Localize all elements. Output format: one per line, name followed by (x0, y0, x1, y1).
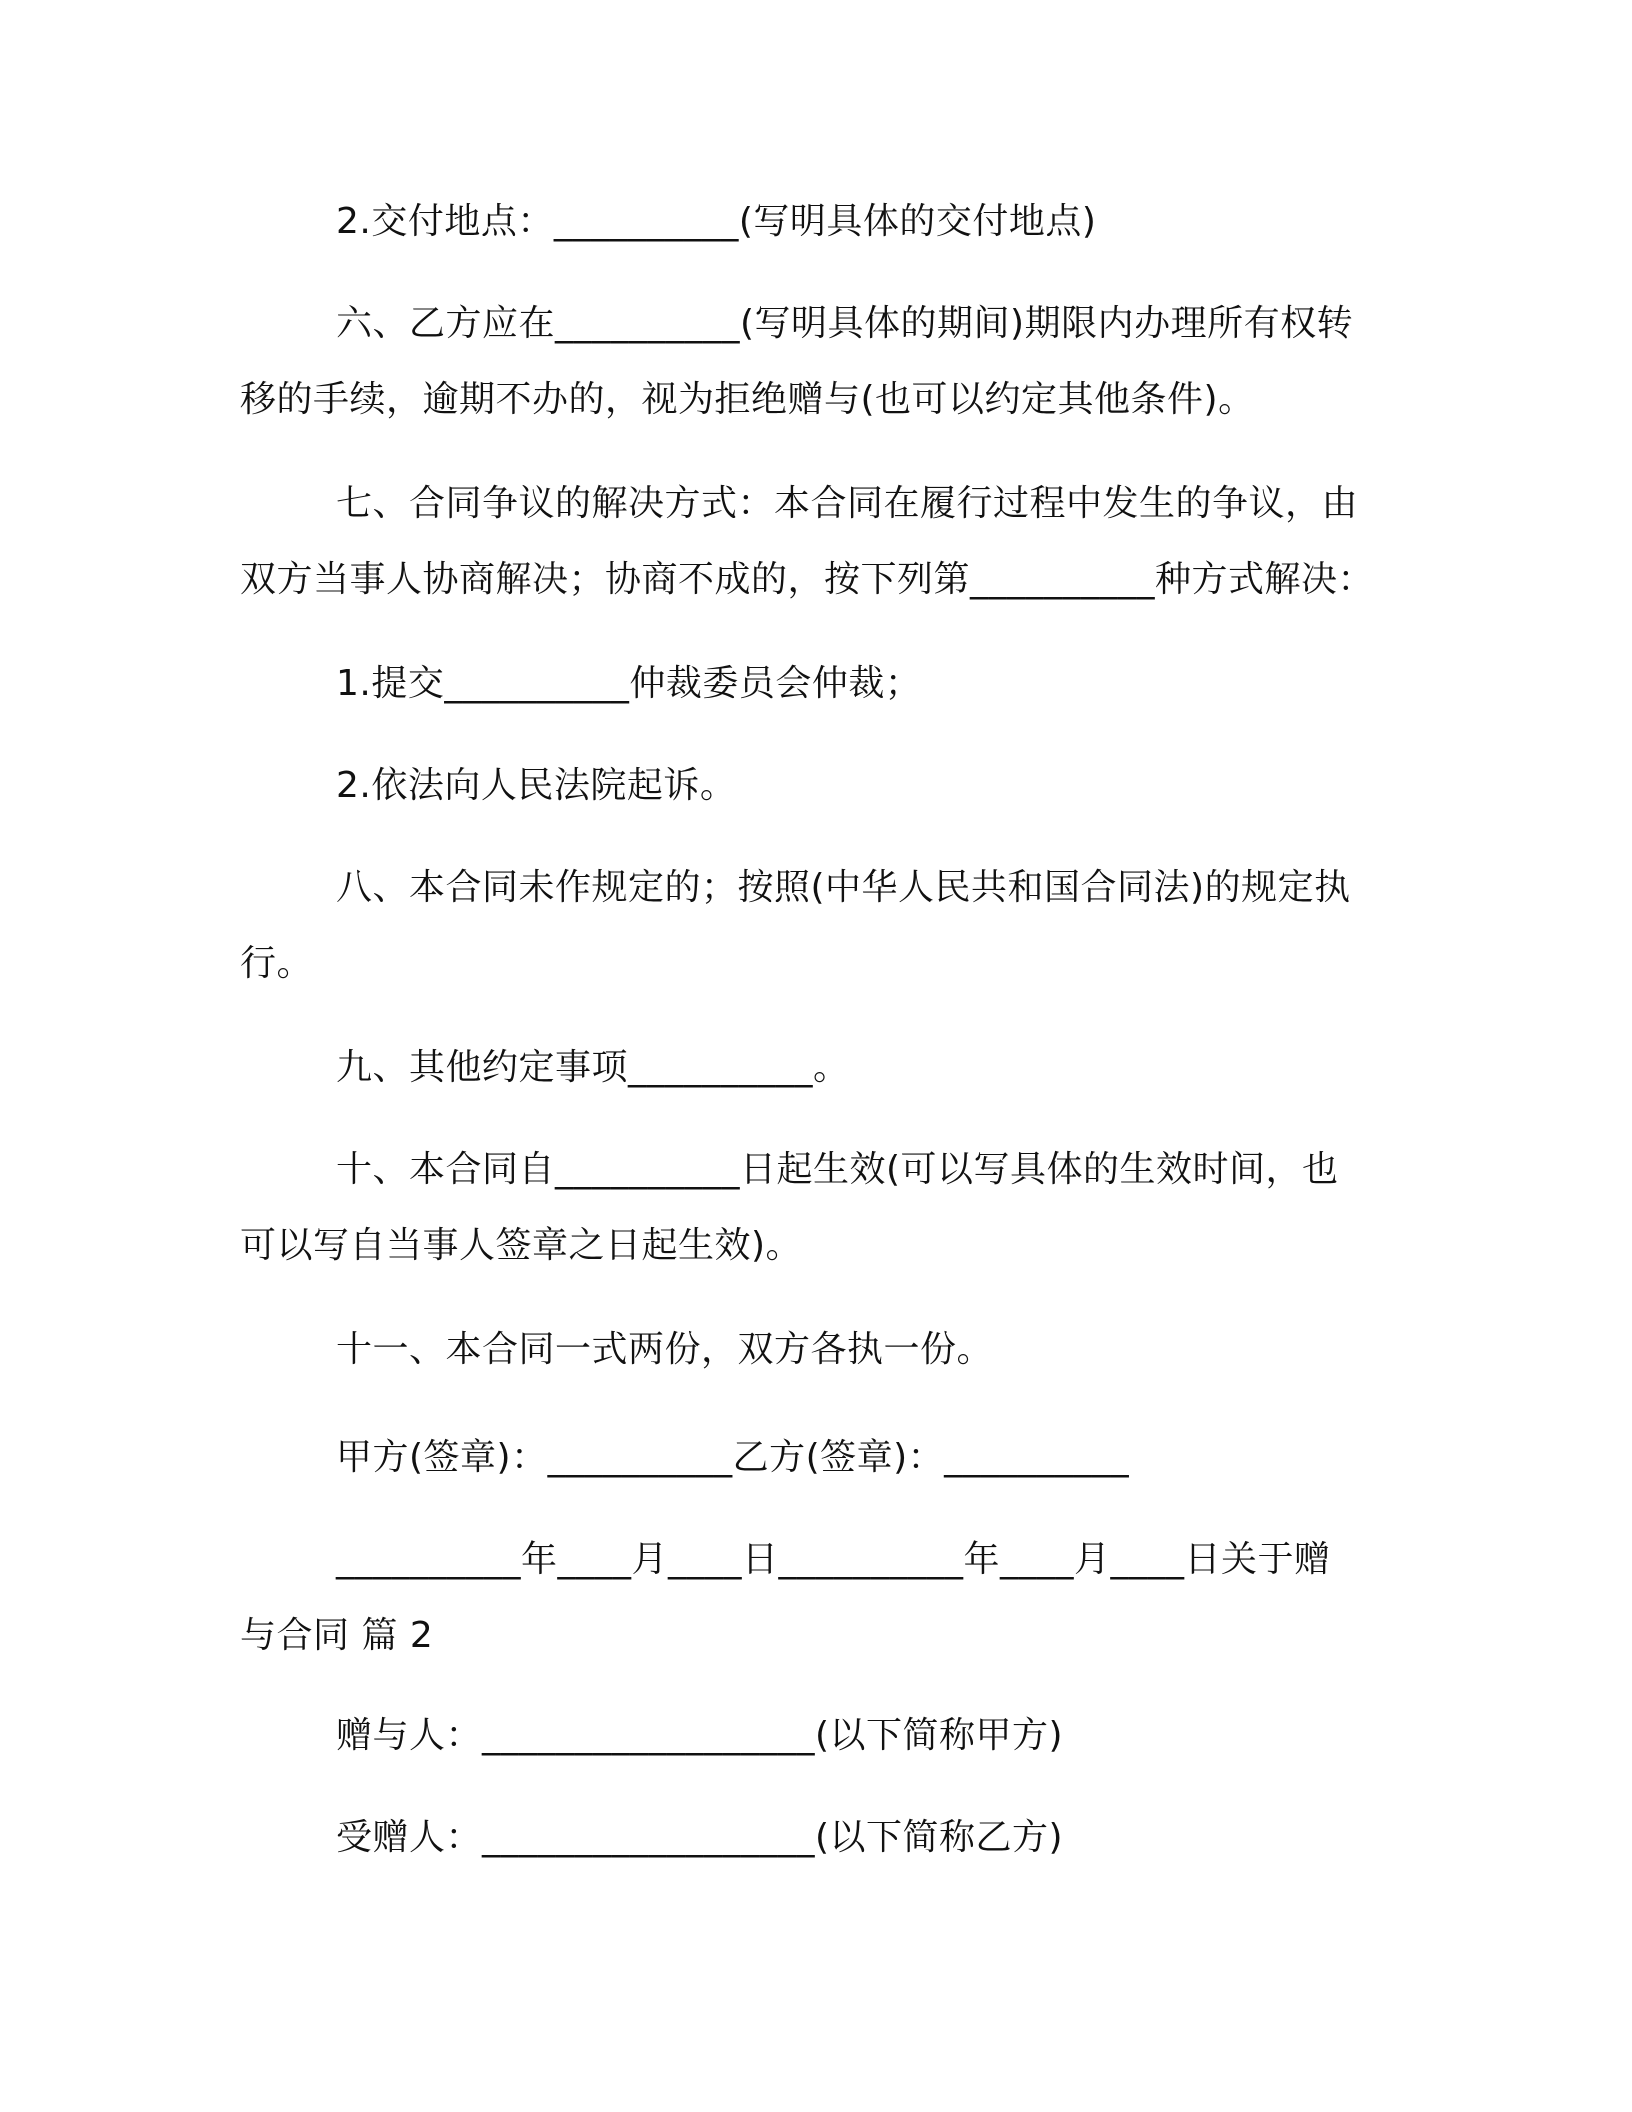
text-line: 赠与人：__________________(以下简称甲方) (336, 1715, 1064, 1756)
paragraph-clause-7 (240, 466, 1380, 618)
text-line: 行。 (240, 943, 314, 984)
text-line: 可以写自当事人签章之日起生效)。 (240, 1225, 803, 1266)
text-line: 七、合同争议的解决方式：本合同在履行过程中发生的争议，由 (336, 483, 1359, 524)
paragraph-clause-6 (240, 286, 1380, 438)
text-line: 受赠人：__________________(以下简称乙方) (336, 1817, 1064, 1858)
text-line: __________年____月____日__________年____月____日关于赠 (336, 1539, 1331, 1580)
paragraph-clause-10 (240, 1132, 1380, 1284)
text-line: 六、乙方应在__________(写明具体的期间)期限内办理所有权转 (336, 303, 1354, 344)
text-line: 双方当事人协商解决；协商不成的，按下列第__________种方式解决： (240, 559, 1375, 600)
text-line: 八、本合同未作规定的；按照(中华人民共和国合同法)的规定执 (336, 867, 1351, 908)
paragraph-clause-9 (240, 1030, 1380, 1106)
paragraph-option-1 (240, 646, 1380, 722)
paragraph-donor (240, 1698, 1380, 1774)
paragraph-dates-heading (240, 1522, 1380, 1674)
paragraph-clause-8 (240, 850, 1380, 1002)
text-line: 1.提交__________仲裁委员会仲裁； (336, 663, 922, 704)
paragraph-clause-11 (240, 1312, 1380, 1388)
text-line: 2.交付地点：__________(写明具体的交付地点) (336, 201, 1097, 242)
paragraph-option-2 (240, 748, 1380, 824)
text-line: 九、其他约定事项__________。 (336, 1047, 850, 1088)
text-line: 甲方(签章)：__________乙方(签章)：__________ (336, 1437, 1130, 1478)
text-line: 十、本合同自__________日起生效(可以写具体的生效时间，也 (336, 1149, 1339, 1190)
text-line: 2.依法向人民法院起诉。 (336, 765, 737, 806)
paragraph-signatures (240, 1420, 1380, 1496)
text-line: 移的手续，逾期不办的，视为拒绝赠与(也可以约定其他条件)。 (240, 379, 1255, 420)
text-line: 与合同 篇 2 (240, 1615, 434, 1656)
text-line: 十一、本合同一式两份，双方各执一份。 (336, 1329, 994, 1370)
paragraph-donee (240, 1800, 1380, 1876)
paragraph-delivery-location (240, 184, 1380, 260)
